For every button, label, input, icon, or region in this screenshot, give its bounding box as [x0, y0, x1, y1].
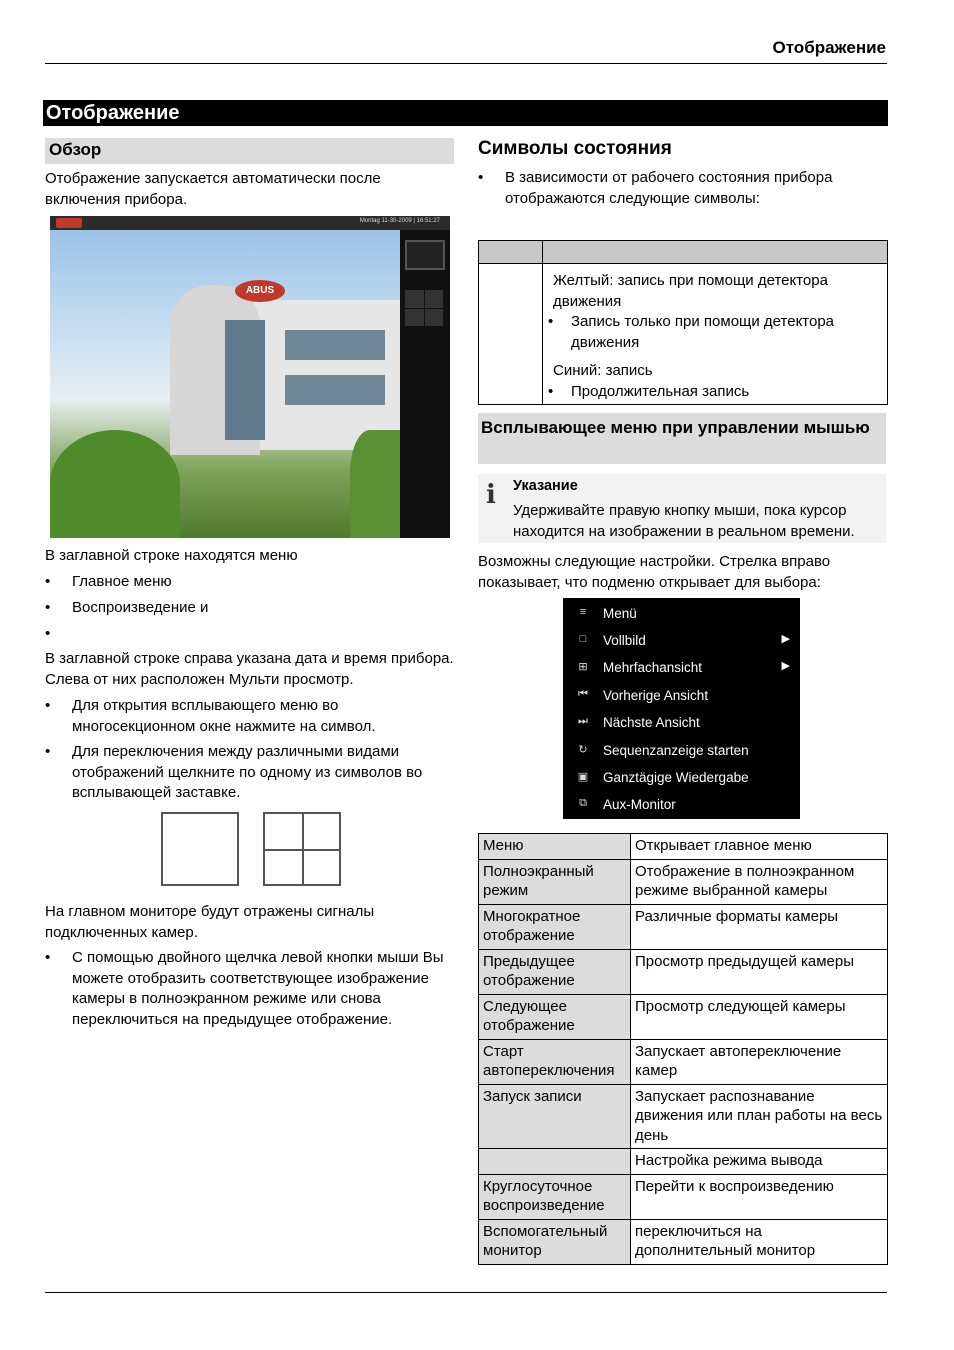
list-item: • Для переключения между различными видами отображений щелкните по одному из символов во всплывающей заставке. — [45, 742, 455, 804]
sequence-icon: ↻ — [578, 744, 588, 756]
status-symbols-heading: Символы состояния — [478, 138, 672, 159]
submenu-arrow-icon: ▶ — [781, 660, 790, 672]
menu-item-previous-view[interactable]: ⏮ Vorherige Ansicht — [578, 688, 709, 703]
list-item: • В зависимости от рабочего состояния прибора отображаются следующие символы: — [478, 168, 878, 209]
camera-datetime: Montag 11-30-2009 | 16:51:27 — [359, 218, 440, 224]
fullscreen-icon: □ — [579, 633, 587, 645]
camera-title-bar — [50, 216, 450, 230]
menu-item-next-view[interactable]: ⏭ Nächste Ansicht — [578, 715, 700, 730]
multiview-panel — [400, 230, 450, 538]
title-bar-menu-list — [45, 572, 450, 645]
footer-rule — [45, 1292, 887, 1293]
table-row: Старт автопереключения Запускает автопереключение камер — [479, 1039, 888, 1084]
abus-sign: ABUS — [235, 280, 285, 302]
status-intro-list — [478, 168, 878, 209]
list-item: • Запись только при помощи детектора движения — [548, 313, 835, 351]
single-layout-icon — [161, 812, 239, 886]
page-header-title: Отображение — [772, 38, 886, 57]
next-icon: ⏭ — [578, 715, 588, 727]
table-row: Полноэкранный режим Отображение в полноэкранном режиме выбранной камеры — [479, 859, 888, 904]
submenu-arrow-icon: ▶ — [781, 633, 790, 645]
settings-intro: Возможны следующие настройки. Стрелка вправо показывает, что подменю открывает для выбора: — [478, 553, 831, 591]
list-item: • Для открытия всплывающего меню во многосекционном окне нажмите на символ. — [45, 696, 455, 737]
menu-item-aux-monitor[interactable]: ⧉ Aux-Monitor — [563, 791, 800, 818]
main-monitor-text: На главном мониторе будут отражены сигналы подключенных камер. — [45, 903, 375, 941]
quad-layout-icon — [263, 812, 341, 886]
title-bar-intro: В заглавной строке находятся меню — [45, 547, 298, 564]
table-row: Следующее отображение Просмотр следующей камеры — [479, 994, 888, 1039]
monitor-icon: ⧉ — [579, 797, 587, 809]
status-symbols-table — [478, 240, 888, 405]
table-row: Круглосуточное воспроизведение Перейти к воспроизведению — [479, 1174, 888, 1219]
list-item: • Главное меню — [45, 572, 450, 593]
multiview-instructions — [45, 696, 455, 804]
list-item — [45, 624, 450, 645]
table-row: Меню Открывает главное меню — [479, 834, 888, 860]
table-row: Настройка режима вывода — [479, 1149, 888, 1175]
menu-item-menu[interactable]: ≡ Menü — [563, 600, 800, 627]
menu-item-allday-playback[interactable]: ▣ Ganztägige Wiedergabe — [577, 770, 749, 785]
note-box — [478, 474, 886, 543]
table-row: Запуск записи Запускает распознавание движения или план работы на весь день — [479, 1084, 888, 1149]
note-text: Удерживайте правую кнопку мыши, пока курсор находится на изображении в реальном времени. — [513, 502, 855, 540]
date-time-text: В заглавной строке справа указана дата и время прибора. Слева от них расположен Мульти просмотр. — [45, 650, 454, 688]
table-row: Многократное отображение Различные форматы камеры — [479, 904, 888, 949]
settings-table — [478, 833, 888, 1265]
list-item: • Продолжительная запись — [548, 382, 750, 400]
list-item: • Воспроизведение и — [45, 598, 450, 619]
grid-icon: ⊞ — [578, 661, 588, 673]
quad-view-thumb[interactable] — [405, 290, 443, 326]
section-title: Отображение — [43, 100, 888, 126]
overview-heading: Обзор — [45, 138, 454, 164]
single-view-thumb[interactable] — [405, 240, 445, 270]
live-view — [50, 230, 400, 538]
intro-text: Отображение запускается автоматически после включения прибора. — [45, 170, 381, 208]
playback-icon: ▣ — [577, 771, 589, 783]
doubleclick-instructions — [45, 948, 455, 1030]
blue-status-text: Синий: запись — [553, 362, 653, 379]
info-icon: i — [486, 480, 496, 510]
menu-item-multiview[interactable]: ⊞ Mehrfachansicht ▶ — [578, 660, 790, 675]
menu-icon: ≡ — [579, 606, 587, 618]
abus-logo — [56, 218, 82, 228]
camera-screenshot — [50, 216, 450, 538]
yellow-status-text: Желтый: запись при помощи детектора движения — [553, 272, 828, 310]
menu-item-fullscreen[interactable]: □ Vollbild ▶ — [563, 627, 800, 654]
list-item: • С помощью двойного щелчка левой кнопки мыши Вы можете отобразить соответствующее изображение камеры в полноэкранном режиме или снова переключиться на предыдущее отображение. — [45, 948, 455, 1030]
context-menu — [563, 598, 800, 819]
table-row: Вспомогательный монитор переключиться на дополнительный монитор — [479, 1219, 888, 1264]
status-icon-cell — [479, 264, 543, 405]
table-row: Предыдущее отображение Просмотр предыдущей камеры — [479, 949, 888, 994]
popup-menu-heading: Всплывающее меню при управлении мышью — [478, 413, 886, 464]
note-title: Указание — [513, 478, 578, 494]
header-rule — [45, 63, 887, 64]
previous-icon: ⏮ — [578, 688, 588, 700]
menu-item-sequence[interactable]: ↻ Sequenzanzeige starten — [578, 743, 749, 758]
